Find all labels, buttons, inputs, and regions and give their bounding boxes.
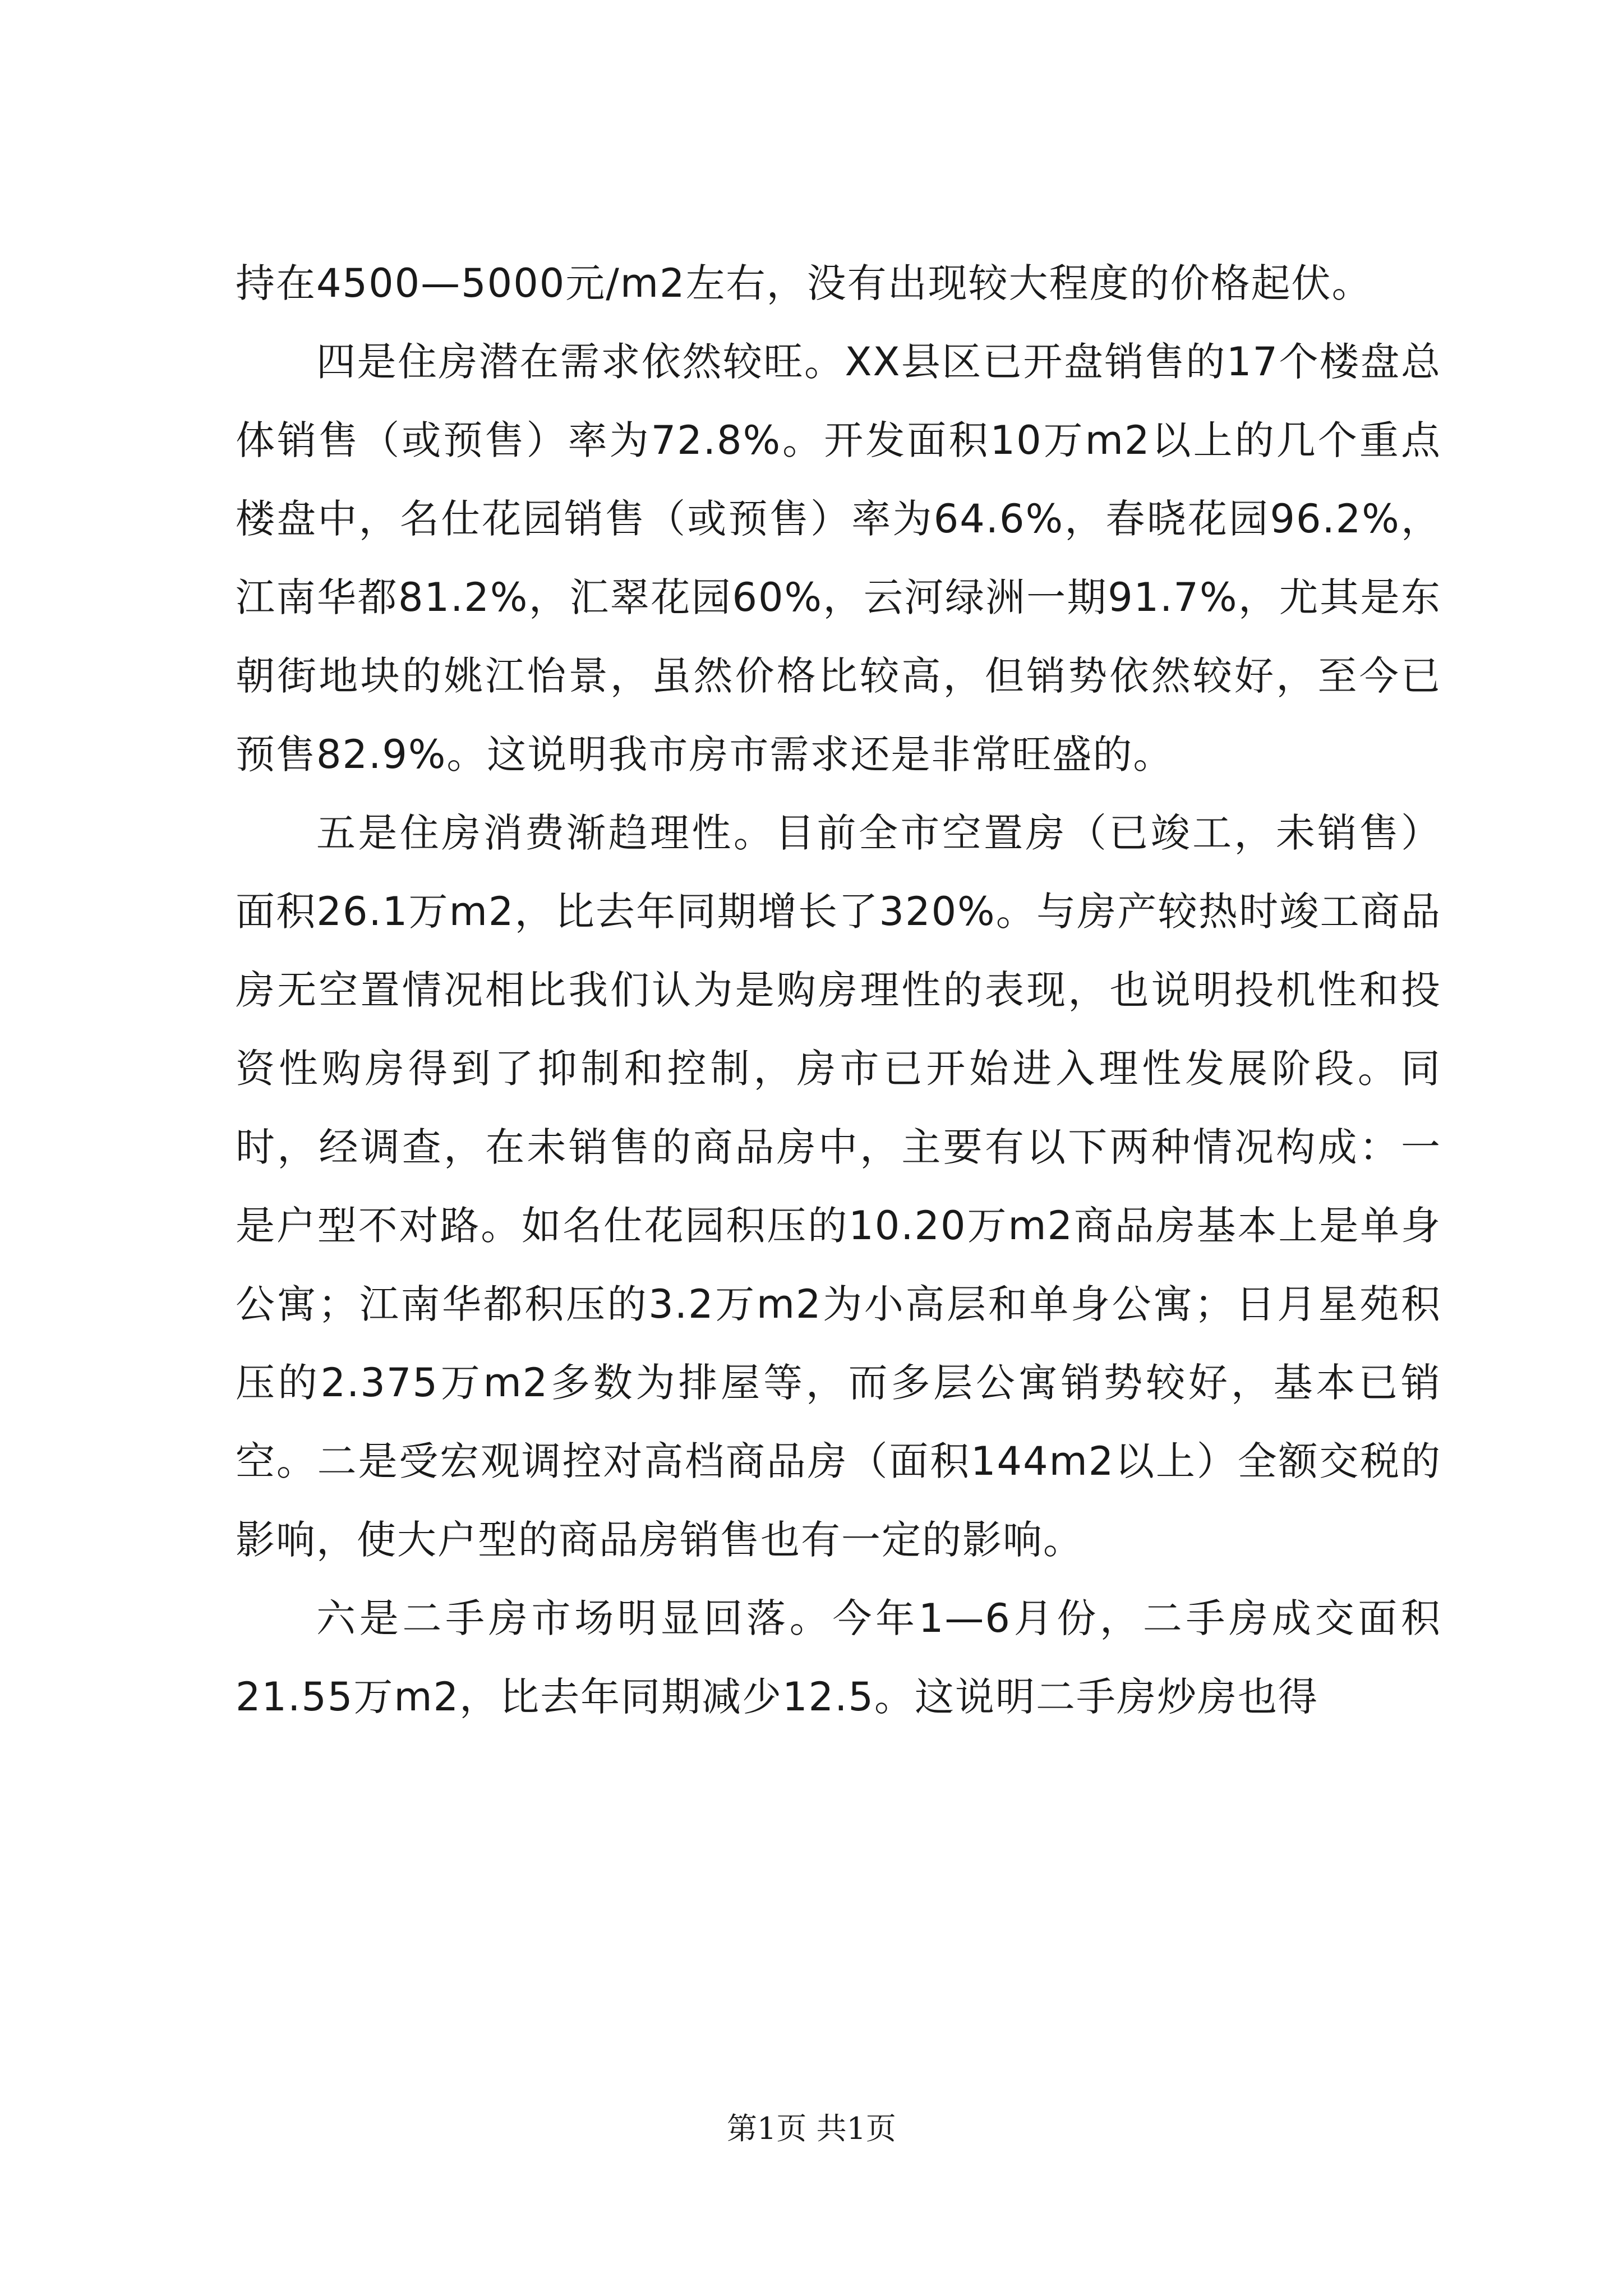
paragraph-demand: 四是住房潜在需求依然较旺。XX县区已开盘销售的17个楼盘总体销售（或预售）率为72.8%。开发面积10万m2以上的几个重点楼盘中，名仕花园销售（或预售）率为64.6%，春晓花园96.2%，江南华都81.2%，汇翠花园60%，云河绿洲一期91.7%，尤其是东朝街地块的姚江怡景，虽然价格比较高，但销势依然较好，至今已预售82.9%。这说明我市房市需求还是非常旺盛的。 [236,339,1441,777]
page-number-footer: 第1页 共1页 [727,2111,896,2146]
paragraph-second-hand-market: 六是二手房市场明显回落。今年1—6月份，二手房成交面积21.55万m2，比去年同期减少12.5。这说明二手房炒房也得 [236,1595,1441,1720]
paragraph-continuation: 持在4500—5000元/m2左右，没有出现较大程度的价格起伏。 [236,260,1372,306]
document-body [236,244,1441,1736]
paragraph-rational-consumption: 五是住房消费渐趋理性。目前全市空置房（已竣工，未销售）面积26.1万m2，比去年同期增长了320%。与房产较热时竣工商品房无空置情况相比我们认为是购房理性的表现，也说明投机性和投资性购房得到了抑制和控制，房市已开始进入理性发展阶段。同时，经调查，在未销售的商品房中，主要有以下两种情况构成：一是户型不对路。如名仕花园积压的10.20万m2商品房基本上是单身公寓；江南华都积压的3.2万m2为小高层和单身公寓；日月星苑积压的2.375万m2多数为排屋等，而多层公寓销势较好，基本已销空。二是受宏观调控对高档商品房（面积144m2以上）全额交税的影响，使大户型的商品房销售也有一定的影响。 [236,810,1441,1563]
